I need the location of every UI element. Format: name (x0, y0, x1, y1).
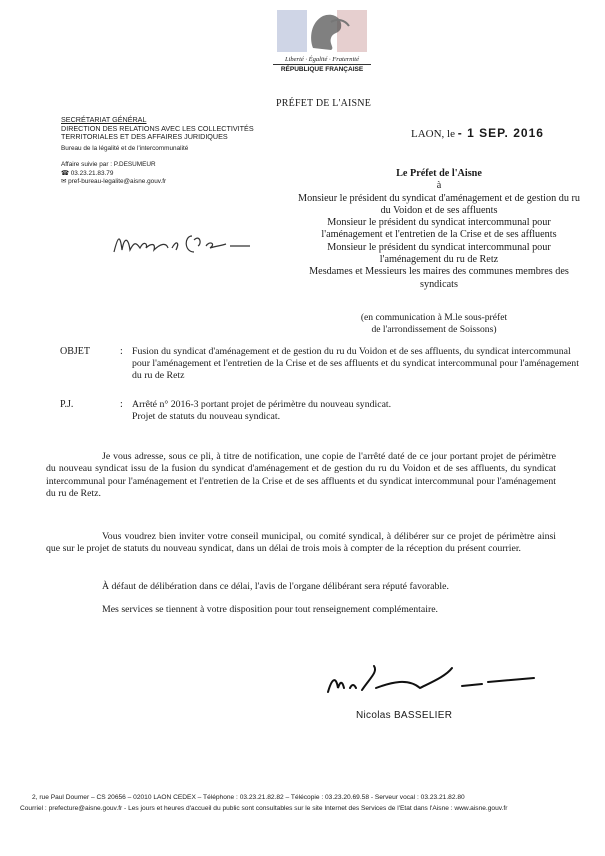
pj-item-2: Projet de statuts du nouveau syndicat. (132, 411, 281, 423)
signature-scribble (322, 658, 542, 711)
date-stamp: - 1 SEP. 2016 (457, 126, 544, 140)
affaire-suivie: Affaire suivie par : P.DESUMEUR (61, 161, 156, 168)
footer (20, 792, 595, 814)
email: ✉ pref-bureau-legalite@aisne.gouv.fr (61, 178, 167, 185)
paragraph-1: Je vous adresse, sous ce pli, à titre de notification, une copie de l'arrêté daté de ce jour portant projet de périmètre du nouveau syndicat issu de la fusion du syndicat d'aménagement et de gestion du ru du Voidon et de ses affluents, du syndicat intercommunal pour l'aménagement et l'entretien de la Crise et de ses affluents et du syndicat intercommunal pour l'aménagement du ru de Retz. (46, 451, 556, 500)
phone: ☎ 03.23.21.83.79 (61, 169, 114, 177)
to: à (436, 180, 442, 192)
paragraph-3: À défaut de délibération dans ce délai, l'avis de l'organe délibérant sera réputé favorable. (102, 581, 449, 592)
sender: Le Préfet de l'Aisne (396, 168, 482, 179)
communication-note (324, 312, 544, 336)
recipient-2: Monsieur le président du syndicat intercommunal pour l'aménagement et l'entretien de la Crise et de ses affluents (321, 217, 557, 241)
paragraph-2: Vous voudrez bien inviter votre conseil municipal, ou comité syndical, à délibérer sur ce projet de périmètre ainsi que sur le projet de statuts du nouveau syndicat, dans un délai de trois mois à compter de la réception du présent courrier. (46, 531, 556, 555)
communication-line-1: (en communication à M.le sous-préfet (360, 312, 508, 323)
footer-contact: Courriel : prefecture@aisne.gouv.fr - Les jours et heures d'accueil du public sont consultables sur le site Internet des Services de l'Etat dans l'Aisne : www.aisne.gouv.fr (20, 805, 508, 812)
pj-item-1: Arrêté n° 2016-3 portant projet de périmètre du nouveau syndicat. (132, 399, 392, 410)
paragraph-4: Mes services se tiennent à votre disposition pour tout renseignement complémentaire. (102, 604, 438, 615)
signatory-name: Nicolas BASSELIER (356, 710, 453, 721)
pj-colon: : (120, 399, 123, 410)
objet-label: OBJET (60, 346, 90, 357)
pj-list (132, 399, 512, 423)
date-line (411, 126, 544, 140)
recipient-1: Monsieur le président du syndicat d'aménagement et de gestion du ru du Voidon et de ses affluents (298, 192, 580, 216)
pj-label: P.J. (60, 399, 74, 410)
recipient-3: Monsieur le président du syndicat intercommunal pour l'aménagement du ru de Retz (327, 241, 551, 266)
republic-name: RÉPUBLIQUE FRANÇAISE (273, 64, 371, 73)
recipient-block (298, 168, 580, 291)
marianne-emblem (273, 8, 371, 54)
recipient-4: Mesdames et Messieurs les maires des communes membres des syndicats (309, 266, 569, 290)
bureau: Bureau de la légalité et de l'intercommunalité (61, 144, 189, 152)
objet-colon: : (120, 346, 123, 357)
service-line-1: SECRÉTARIAT GÉNÉRAL (61, 115, 147, 124)
republic-logo (273, 8, 371, 73)
service-line-2: DIRECTION DES RELATIONS AVEC LES COLLECTIVITÉS (61, 123, 254, 133)
footer-address: 2, rue Paul Doumer – CS 20656 – 02010 LAON CEDEX – Téléphone : 03.23.21.82.82 – Télécopie : 03.23.20.69.58 - Serveur vocal : 03.23.21.82.80 (32, 794, 465, 801)
handwritten-note (110, 226, 280, 267)
service-line-3: TERRITORIALES ET DES AFFAIRES JURIDIQUES (61, 132, 228, 141)
service-block (61, 116, 301, 187)
communication-line-2: de l'arrondissement de Soissons) (371, 324, 497, 335)
date-place: LAON, le (411, 128, 455, 140)
objet-text: Fusion du syndicat d'aménagement et de gestion du ru du Voidon et de ses affluents, du syndicat intercommunal pour l'aménagement et l'entretien de la Crise et de ses affluents et du syndicat intercommunal pour l'aménagement du ru de Retz (132, 346, 579, 382)
prefet-title: PRÉFET DE L'AISNE (276, 98, 372, 109)
motto: Liberté · Égalité · Fraternité (284, 56, 360, 63)
